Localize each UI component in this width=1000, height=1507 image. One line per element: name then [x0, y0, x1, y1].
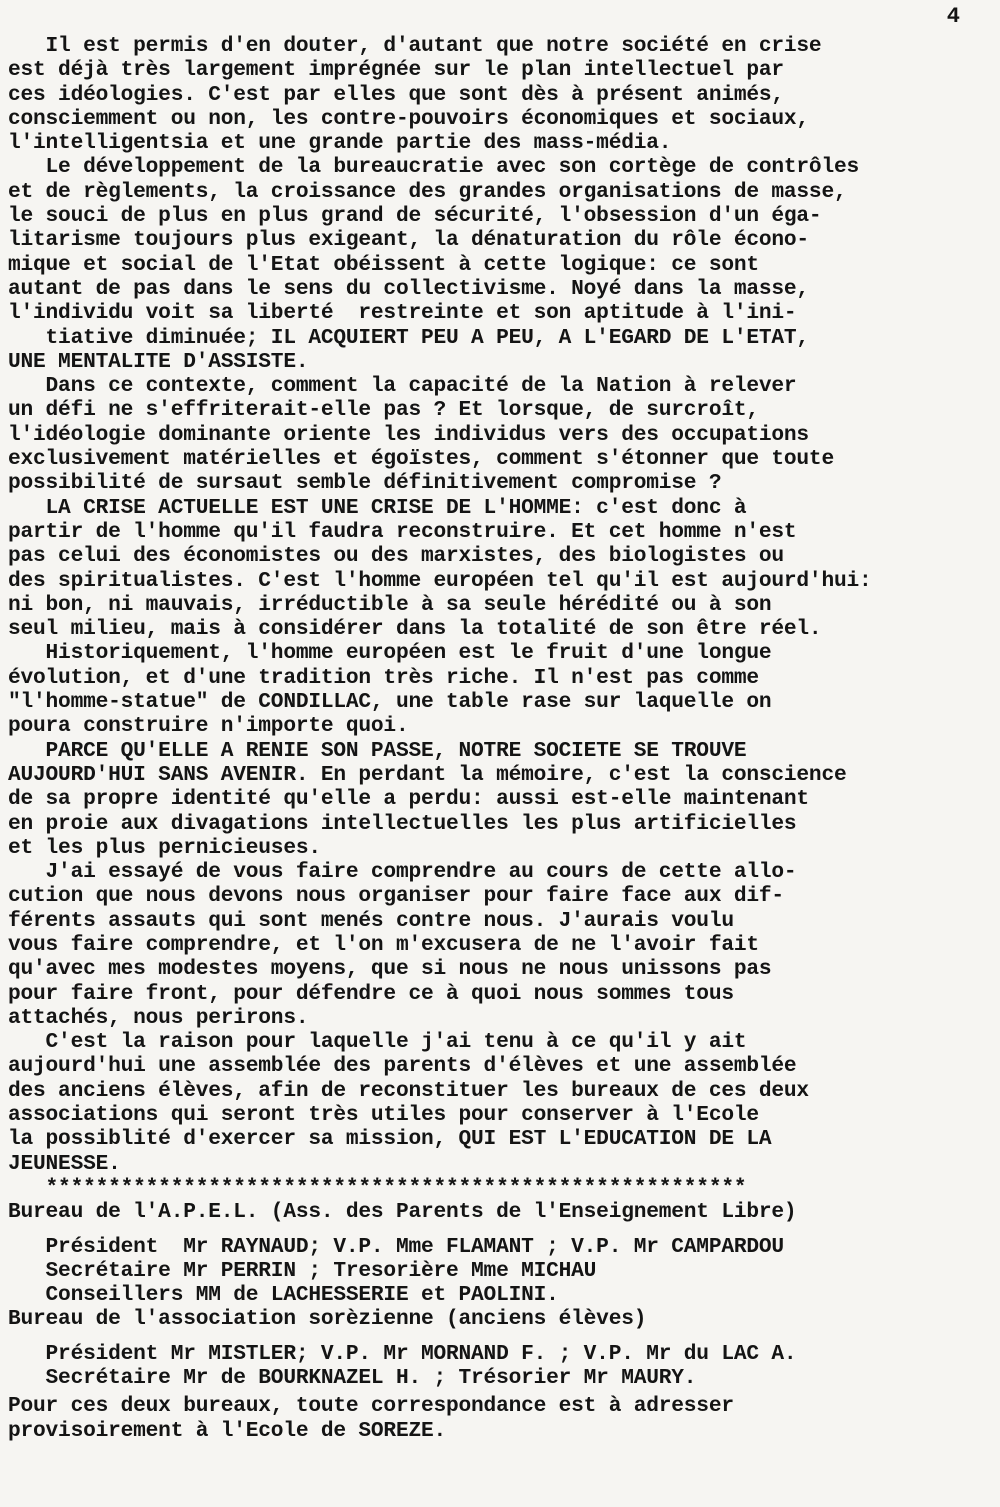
text-line: poura construire n'importe quoi.: [8, 714, 409, 739]
text-line: de sa propre identité qu'elle a perdu: aussi est-elle maintenant: [8, 787, 809, 812]
soreze-member-line: Secrétaire Mr de BOURKNAZEL H. ; Trésorier Mr MAURY.: [8, 1366, 697, 1391]
apel-member-line: Conseillers MM de LACHESSERIE et PAOLINI.: [8, 1283, 559, 1308]
text-line: autant de pas dans le sens du collectivisme. Noyé dans la masse,: [8, 276, 809, 301]
text-line: associations qui seront très utiles pour conserver à l'Ecole: [8, 1103, 759, 1128]
text-line: seul milieu, mais à considérer dans la totalité de son être réel.: [8, 617, 822, 642]
text-line: "l'homme-statue" de CONDILLAC, une table rase sur laquelle on: [8, 690, 772, 715]
text-line: l'individu voit sa liberté restreinte et son aptitude à l'ini-: [8, 301, 797, 326]
text-line: J'ai essayé de vous faire comprendre au cours de cette allo-: [8, 860, 797, 885]
page-number: 4: [946, 4, 960, 29]
text-line: pas celui des économistes ou des marxistes, des biologistes ou: [8, 544, 784, 569]
text-line: JEUNESSE.: [8, 1151, 121, 1176]
text-line: le souci de plus en plus grand de sécurité, l'obsession d'un éga-: [8, 204, 822, 229]
text-line: C'est la raison pour laquelle j'ai tenu à ce qu'il y ait: [8, 1030, 747, 1055]
text-line: ni bon, ni mauvais, irréductible à sa seule hérédité ou à son: [8, 592, 772, 617]
closing-line: Pour ces deux bureaux, toute correspondance est à adresser: [8, 1394, 734, 1419]
text-line: l'intelligentsia et une grande partie des mass-média.: [8, 131, 672, 156]
apel-member-line: Secrétaire Mr PERRIN ; Tresorière Mme MICHAU: [8, 1258, 597, 1283]
text-line: Historiquement, l'homme européen est le fruit d'une longue: [8, 641, 772, 666]
text-line: pour faire front, pour défendre ce à quoi nous sommes tous: [8, 981, 734, 1006]
text-line: mique et social de l'Etat obéissent à cette logique: ce sont: [8, 252, 759, 277]
spacer: [8, 1225, 998, 1235]
soreze-member-line: Président Mr MISTLER; V.P. Mr MORNAND F. ; V.P. Mr du LAC A.: [8, 1341, 797, 1366]
text-line: l'idéologie dominante oriente les individus vers des occupations: [8, 422, 809, 447]
text-line: consciemment ou non, les contre-pouvoirs économiques et sociaux,: [8, 106, 809, 131]
letter-body: [8, 34, 998, 1443]
apel-heading: Bureau de l'A.P.E.L. (Ass. des Parents de l'Enseignement Libre): [8, 1200, 797, 1225]
text-line: tiative diminuée; IL ACQUIERT PEU A PEU, A L'EGARD DE L'ETAT,: [8, 325, 809, 350]
text-line: ces idéologies. C'est par elles que sont dès à présent animés,: [8, 82, 784, 107]
apel-member-line: Président Mr RAYNAUD; V.P. Mme FLAMANT ; V.P. Mr CAMPARDOU: [8, 1234, 784, 1259]
text-line: vous faire comprendre, et l'on m'excusera de ne l'avoir fait: [8, 932, 759, 957]
text-line: attachés, nous perirons.: [8, 1005, 309, 1030]
text-line: AUJOURD'HUI SANS AVENIR. En perdant la mémoire, c'est la conscience: [8, 762, 847, 787]
text-line: Il est permis d'en douter, d'autant que notre société en crise: [8, 34, 822, 58]
text-line: exclusivement matérielles et égoïstes, comment s'étonner que toute: [8, 447, 834, 472]
text-line: cution que nous devons nous organiser pour faire face aux dif-: [8, 884, 784, 909]
text-line: un défi ne s'effriterait-elle pas ? Et lorsque, de surcroît,: [8, 398, 759, 423]
text-line: Le développement de la bureaucratie avec son cortège de contrôles: [8, 155, 859, 180]
soreze-heading: Bureau de l'association sorèzienne (anciens élèves): [8, 1307, 647, 1332]
text-line: LA CRISE ACTUELLE EST UNE CRISE DE L'HOMME: c'est donc à: [8, 495, 747, 520]
asterisk-separator: ********************************************************: [8, 1175, 747, 1200]
text-line: UNE MENTALITE D'ASSISTE.: [8, 349, 309, 374]
text-line: et les plus pernicieuses.: [8, 835, 321, 860]
text-line: des anciens élèves, afin de reconstituer les bureaux de ces deux: [8, 1078, 809, 1103]
text-line: possibilité de sursaut semble définitivement compromise ?: [8, 471, 722, 496]
text-line: Dans ce contexte, comment la capacité de la Nation à relever: [8, 374, 797, 399]
text-line: est déjà très largement imprégnée sur le plan intellectuel par: [8, 58, 784, 83]
text-line: et de règlements, la croissance des grandes organisations de masse,: [8, 179, 847, 204]
closing-line: provisoirement à l'Ecole de SOREZE.: [8, 1418, 447, 1443]
text-line: des spiritualistes. C'est l'homme européen tel qu'il est aujourd'hui:: [8, 568, 872, 593]
text-line: férents assauts qui sont menés contre nous. J'aurais voulu: [8, 908, 734, 933]
text-line: aujourd'hui une assemblée des parents d'élèves et une assemblée: [8, 1054, 797, 1079]
text-line: PARCE QU'ELLE A RENIE SON PASSE, NOTRE SOCIETE SE TROUVE: [8, 738, 747, 763]
text-line: en proie aux divagations intellectuelles les plus artificielles: [8, 811, 797, 836]
text-line: évolution, et d'une tradition très riche. Il n'est pas comme: [8, 665, 759, 690]
text-line: la possiblité d'exercer sa mission, QUI EST L'EDUCATION DE LA: [8, 1127, 772, 1152]
text-line: qu'avec mes modestes moyens, que si nous ne nous unissons pas: [8, 957, 772, 982]
spacer: [8, 1332, 998, 1342]
text-line: litarisme toujours plus exigeant, la dénaturation du rôle écono-: [8, 228, 809, 253]
text-line: partir de l'homme qu'il faudra reconstruire. Et cet homme n'est: [8, 519, 797, 544]
